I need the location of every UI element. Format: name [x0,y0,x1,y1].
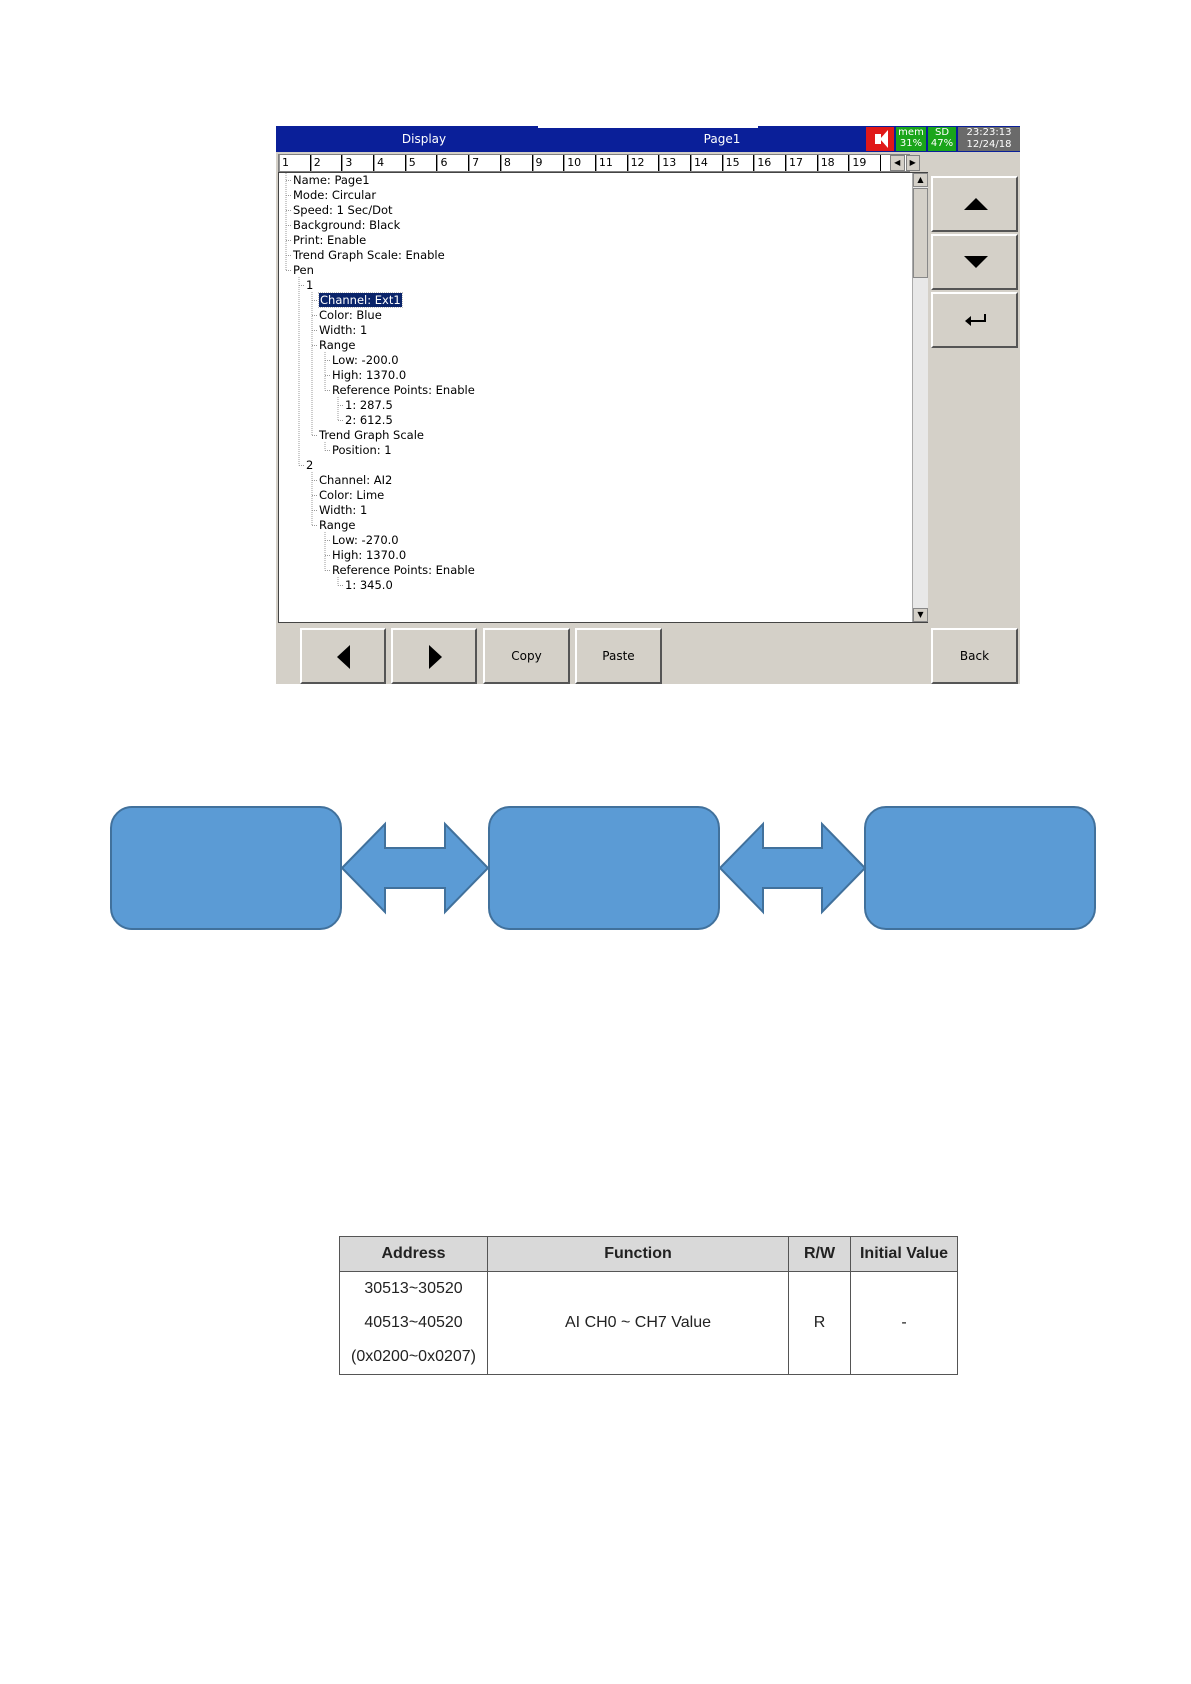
header-address: Address [340,1237,488,1272]
tab-4[interactable]: 4 [374,155,406,171]
tab-scroll-left-icon[interactable]: ◀ [890,155,905,171]
address-cell [340,1272,488,1375]
up-arrow-icon [961,192,991,216]
tree-node[interactable]: 1 [306,278,314,292]
tree-node[interactable]: Range [319,518,356,532]
tree-node[interactable]: Range [319,338,356,352]
enter-button[interactable] [931,292,1018,348]
tree-node[interactable]: Reference Points: Enable [332,383,475,397]
sd-value: 47% [930,138,954,149]
tree-node[interactable]: 1: 345.0 [345,578,393,592]
tab-scroll-right-icon[interactable]: ▶ [906,155,921,171]
title-bar [276,126,1020,152]
tab-19[interactable]: 19 [849,155,881,171]
left-arrow-icon [334,644,354,670]
function-cell: AI CH0 ~ CH7 Value [488,1272,789,1375]
title-divider [538,126,758,128]
tab-16[interactable]: 16 [754,155,786,171]
tree-node[interactable]: Position: 1 [332,443,392,457]
address-holding-register: 40513~40520 [364,1314,463,1331]
tab-11[interactable]: 11 [596,155,628,171]
page-tabs [278,154,910,172]
tree-node[interactable]: Color: Lime [319,488,385,502]
double-arrow-right [720,824,865,912]
table-row [340,1272,958,1375]
clock-date: 12/24/18 [966,139,1012,150]
tab-5[interactable]: 5 [406,155,438,171]
recorder-screenshot [276,126,1020,684]
clock-time: 23:23:13 [966,127,1012,138]
down-arrow-icon [961,250,991,274]
speaker-icon[interactable] [866,127,894,151]
tab-scroll [890,155,920,171]
block-diagram [100,806,1100,936]
tab-14[interactable]: 14 [691,155,723,171]
tree-node[interactable]: Name: Page1 [293,173,370,187]
tree-node[interactable]: Width: 1 [319,323,368,337]
memory-label: mem [898,127,924,138]
prev-button[interactable] [300,628,386,684]
tree-node[interactable]: Color: Blue [319,308,382,322]
tree-node[interactable]: Low: -200.0 [332,353,399,367]
tab-1[interactable]: 1 [279,155,311,171]
paste-button[interactable]: Paste [575,628,662,684]
header-function: Function [488,1237,789,1272]
scroll-thumb[interactable] [913,188,928,278]
tree-scrollbar[interactable] [912,173,928,622]
memory-status [896,127,926,151]
tree-node[interactable]: 2: 612.5 [345,413,393,427]
next-button[interactable] [391,628,477,684]
tab-18[interactable]: 18 [818,155,850,171]
address-input-register: 30513~30520 [364,1280,463,1297]
tree-node[interactable]: Background: Black [293,218,401,232]
sd-card-status [928,127,956,151]
tab-10[interactable]: 10 [564,155,596,171]
move-up-button[interactable] [931,176,1018,232]
rw-cell: R [789,1272,851,1375]
move-down-button[interactable] [931,234,1018,290]
tree-node[interactable]: Speed: 1 Sec/Dot [293,203,393,217]
tree-node[interactable]: High: 1370.0 [332,368,407,382]
tab-8[interactable]: 8 [501,155,533,171]
tab-3[interactable]: 3 [342,155,374,171]
diagram-arrows [100,806,1100,936]
right-arrow-icon [425,644,445,670]
header-initial-value: Initial Value [851,1237,958,1272]
tab-6[interactable]: 6 [437,155,469,171]
tab-2[interactable]: 2 [311,155,343,171]
register-table [339,1236,958,1375]
address-hex: (0x0200~0x0207) [351,1348,476,1365]
tree-node[interactable]: Width: 1 [319,503,368,517]
settings-tree [278,172,928,623]
window-title: Display [401,132,447,146]
tree-node[interactable]: Channel: AI2 [319,473,393,487]
tree-node-selected[interactable]: Channel: Ext1 [320,293,401,307]
tree-node[interactable]: Trend Graph Scale: Enable [293,248,445,262]
tree-node[interactable]: 1: 287.5 [345,398,393,412]
tree-node[interactable]: Mode: Circular [293,188,377,202]
clock [958,127,1020,151]
initial-value-cell: - [851,1272,958,1375]
tree-node[interactable]: Low: -270.0 [332,533,399,547]
tree-node[interactable]: Trend Graph Scale [319,428,424,442]
tab-12[interactable]: 12 [628,155,660,171]
tab-9[interactable]: 9 [533,155,565,171]
tab-13[interactable]: 13 [659,155,691,171]
tab-17[interactable]: 17 [786,155,818,171]
copy-button[interactable]: Copy [483,628,570,684]
tree-node[interactable]: Reference Points: Enable [332,563,475,577]
sd-label: SD [934,127,950,138]
scroll-down-icon[interactable]: ▼ [913,608,928,622]
tab-7[interactable]: 7 [469,155,501,171]
header-rw: R/W [789,1237,851,1272]
double-arrow-left [342,824,488,912]
memory-value: 31% [899,138,923,149]
tree-node[interactable]: High: 1370.0 [332,548,407,562]
page-title: Page1 [703,132,741,146]
back-button[interactable]: Back [931,628,1018,684]
scroll-up-icon[interactable]: ▲ [913,173,928,187]
tree-node[interactable]: 2 [306,458,314,472]
tree-node[interactable]: Pen [293,263,314,277]
enter-icon [961,308,991,332]
tree-node[interactable]: Print: Enable [293,233,367,247]
tab-15[interactable]: 15 [723,155,755,171]
